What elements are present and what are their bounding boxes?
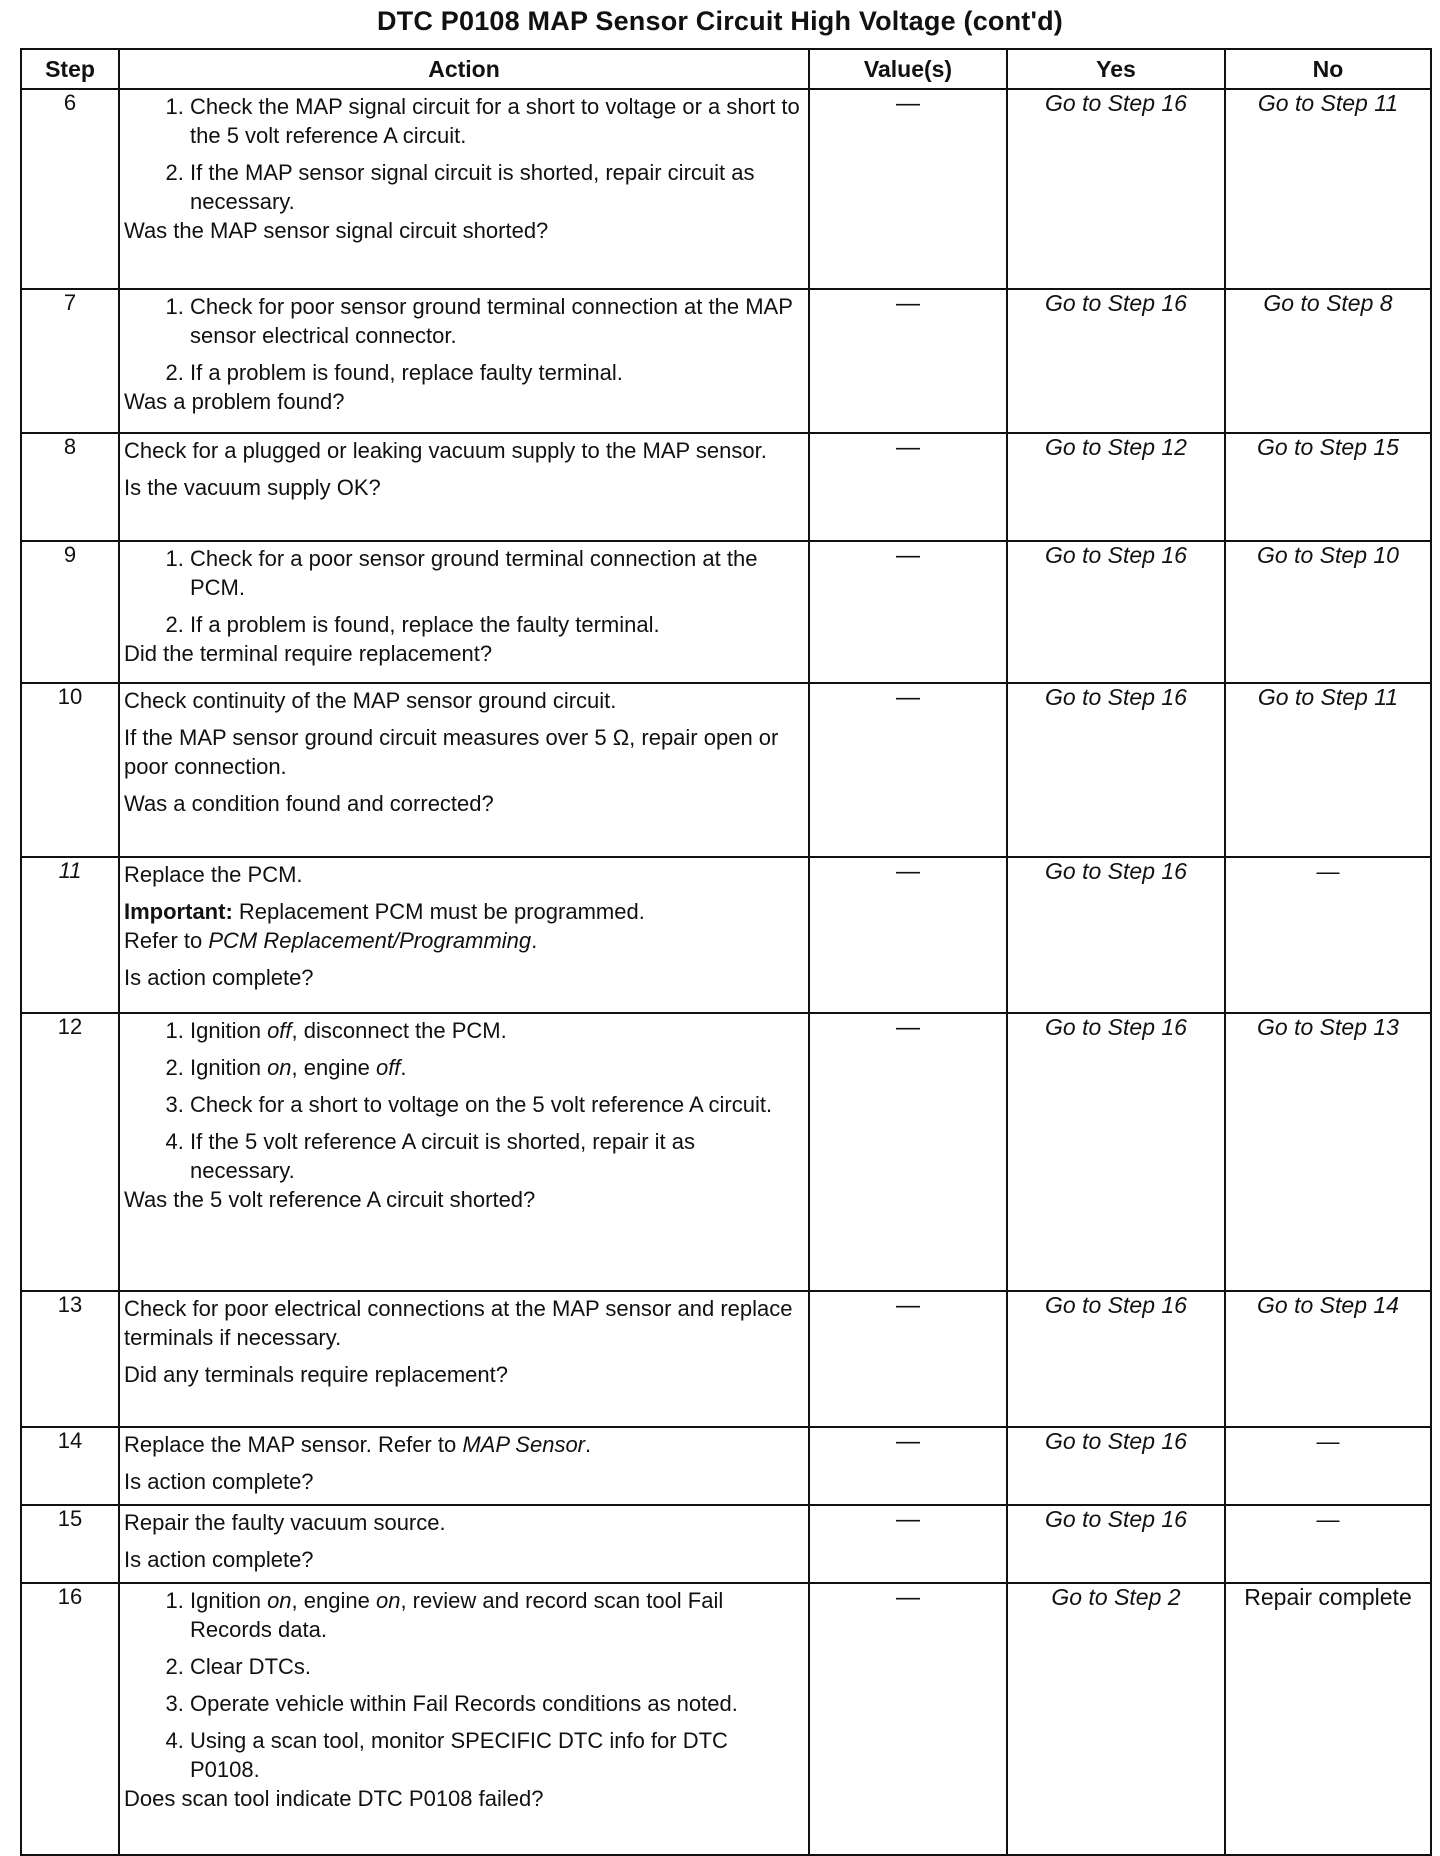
action-question: Was a condition found and corrected? — [124, 791, 494, 816]
no-cell: — — [1225, 1505, 1431, 1583]
yes-cell — [1007, 433, 1225, 541]
table-row — [21, 1427, 1431, 1505]
header-step: Step — [21, 49, 119, 89]
value-cell: — — [809, 89, 1007, 289]
no-link[interactable]: Go to Step 11 — [1257, 90, 1399, 116]
action-text: Check continuity of the MAP sensor ground circuit. — [124, 688, 617, 713]
yes-link[interactable]: Go to Step 16 — [1045, 684, 1187, 710]
action-list — [124, 1586, 802, 1784]
diagnostic-table — [20, 48, 1432, 1856]
no-cell: — — [1225, 857, 1431, 1013]
no-link[interactable]: Go to Step 15 — [1257, 434, 1399, 460]
important-label: Important: — [124, 899, 233, 924]
table-header-row — [21, 49, 1431, 89]
step-number: 16 — [21, 1583, 119, 1855]
yes-link[interactable]: Go to Step 12 — [1045, 434, 1187, 460]
step-number: 12 — [21, 1013, 119, 1291]
yes-cell — [1007, 1291, 1225, 1427]
action-question: Does scan tool indicate DTC P0108 failed? — [124, 1786, 544, 1811]
refer-suffix: . — [531, 928, 538, 953]
no-cell: Repair complete — [1225, 1583, 1431, 1855]
table-row — [21, 1013, 1431, 1291]
step-number: 8 — [21, 433, 119, 541]
value-cell: — — [809, 1013, 1007, 1291]
action-cell — [119, 289, 809, 433]
action-text: Check for a plugged or leaking vacuum supply to the MAP sensor. — [124, 438, 767, 463]
step-number: 6 — [21, 89, 119, 289]
no-link[interactable]: Go to Step 8 — [1263, 290, 1393, 316]
action-cell — [119, 1505, 809, 1583]
no-cell — [1225, 433, 1431, 541]
action-item: 2. Ignition on, engine off. — [190, 1053, 802, 1082]
step-number: 7 — [21, 289, 119, 433]
header-action: Action — [119, 49, 809, 89]
action-cell — [119, 1013, 809, 1291]
action-item: 3. Operate vehicle within Fail Records conditions as noted. — [190, 1689, 802, 1718]
action-question: Is action complete? — [124, 1469, 314, 1494]
action-question: Is the vacuum supply OK? — [124, 475, 381, 500]
no-link[interactable]: Go to Step 14 — [1257, 1292, 1399, 1318]
action-item: 2. If the MAP sensor signal circuit is shorted, repair circuit as necessary. — [190, 158, 802, 216]
table-row — [21, 857, 1431, 1013]
no-cell: — — [1225, 1427, 1431, 1505]
action-item: 3. Check for a short to voltage on the 5 volt reference A circuit. — [190, 1090, 802, 1119]
yes-link[interactable]: Go to Step 16 — [1045, 290, 1187, 316]
action-question: Did any terminals require replacement? — [124, 1362, 508, 1387]
step-number: 13 — [21, 1291, 119, 1427]
table-row — [21, 683, 1431, 857]
no-cell — [1225, 683, 1431, 857]
map-sensor-link[interactable]: MAP Sensor — [462, 1432, 586, 1457]
yes-cell — [1007, 289, 1225, 433]
yes-cell — [1007, 1427, 1225, 1505]
yes-link[interactable]: Go to Step 16 — [1045, 542, 1187, 568]
value-cell: — — [809, 1583, 1007, 1855]
action-item: 1. Check for a poor sensor ground terminal connection at the PCM. — [190, 544, 802, 602]
step-number: 11 — [21, 857, 119, 1013]
step-number: 10 — [21, 683, 119, 857]
no-cell — [1225, 1291, 1431, 1427]
yes-link[interactable]: Go to Step 16 — [1045, 1014, 1187, 1040]
table-row — [21, 289, 1431, 433]
action-cell — [119, 541, 809, 683]
value-cell: — — [809, 857, 1007, 1013]
action-question: Was a problem found? — [124, 389, 345, 414]
action-list — [124, 544, 802, 639]
no-link[interactable]: Go to Step 11 — [1257, 684, 1399, 710]
header-no: No — [1225, 49, 1431, 89]
yes-cell — [1007, 541, 1225, 683]
action-cell — [119, 857, 809, 1013]
yes-link[interactable]: Go to Step 16 — [1045, 1292, 1187, 1318]
table-row — [21, 1583, 1431, 1855]
action-text: Repair the faulty vacuum source. — [124, 1510, 446, 1535]
action-item: 4. If the 5 volt reference A circuit is shorted, repair it as necessary. — [190, 1127, 802, 1185]
action-question: Is action complete? — [124, 1547, 314, 1572]
step-number: 15 — [21, 1505, 119, 1583]
page-title: DTC P0108 MAP Sensor Circuit High Voltage (cont'd) — [376, 6, 1063, 36]
action-cell — [119, 1291, 809, 1427]
value-cell: — — [809, 289, 1007, 433]
action-cell — [119, 1583, 809, 1855]
yes-cell — [1007, 857, 1225, 1013]
action-cell — [119, 89, 809, 289]
action-text: Check for poor electrical connections at the MAP sensor and replace terminals if necessary. — [124, 1296, 793, 1350]
yes-link[interactable]: Go to Step 2 — [1051, 1584, 1181, 1610]
yes-link[interactable]: Go to Step 16 — [1045, 1428, 1187, 1454]
action-question: Was the 5 volt reference A circuit shorted? — [124, 1187, 536, 1212]
value-cell: — — [809, 1291, 1007, 1427]
action-item: 2. If a problem is found, replace the faulty terminal. — [190, 610, 802, 639]
table-row — [21, 89, 1431, 289]
action-item: 1. Check for poor sensor ground terminal connection at the MAP sensor electrical connector. — [190, 292, 802, 350]
no-cell — [1225, 1013, 1431, 1291]
value-cell: — — [809, 1427, 1007, 1505]
table-row — [21, 1291, 1431, 1427]
action-text: Replace the PCM. — [124, 862, 303, 887]
action-question: Is action complete? — [124, 965, 314, 990]
no-link[interactable]: Go to Step 13 — [1257, 1014, 1399, 1040]
no-cell — [1225, 289, 1431, 433]
header-values: Value(s) — [809, 49, 1007, 89]
action-text: If the MAP sensor ground circuit measures over 5 Ω, repair open or poor connection. — [124, 725, 779, 779]
table-row — [21, 541, 1431, 683]
yes-link[interactable]: Go to Step 16 — [1045, 858, 1187, 884]
step-number: 14 — [21, 1427, 119, 1505]
value-cell: — — [809, 683, 1007, 857]
action-item: 1. Ignition off, disconnect the PCM. — [190, 1016, 802, 1045]
action-item: 1. Ignition on, engine on, review and record scan tool Fail Records data. — [190, 1586, 802, 1644]
refer-link[interactable]: PCM Replacement/Programming — [208, 928, 532, 953]
action-question: Was the MAP sensor signal circuit shorted? — [124, 218, 549, 243]
yes-cell — [1007, 1013, 1225, 1291]
no-cell — [1225, 89, 1431, 289]
action-item: 4. Using a scan tool, monitor SPECIFIC DTC info for DTC P0108. — [190, 1726, 802, 1784]
action-text: Replace the MAP sensor. Refer to MAP Sensor. — [124, 1432, 592, 1457]
action-item: 2. Clear DTCs. — [190, 1652, 802, 1681]
yes-cell — [1007, 683, 1225, 857]
action-list — [124, 92, 802, 216]
important-text: Replacement PCM must be programmed. — [232, 899, 645, 924]
value-cell: — — [809, 433, 1007, 541]
yes-link[interactable]: Go to Step 16 — [1045, 90, 1187, 116]
refer-prefix: Refer to — [124, 928, 209, 953]
yes-cell — [1007, 89, 1225, 289]
no-cell — [1225, 541, 1431, 683]
value-cell: — — [809, 541, 1007, 683]
no-link[interactable]: Go to Step 10 — [1257, 542, 1399, 568]
action-list — [124, 292, 802, 387]
action-cell — [119, 433, 809, 541]
header-yes: Yes — [1007, 49, 1225, 89]
action-item: 1. Check the MAP signal circuit for a short to voltage or a short to the 5 volt reference A circuit. — [190, 92, 802, 150]
action-cell — [119, 1427, 809, 1505]
value-cell: — — [809, 1505, 1007, 1583]
action-item: 2. If a problem is found, replace faulty terminal. — [190, 358, 802, 387]
action-cell — [119, 683, 809, 857]
table-row — [21, 433, 1431, 541]
table-row — [21, 1505, 1431, 1583]
action-list — [124, 1016, 802, 1185]
yes-cell — [1007, 1583, 1225, 1855]
important-note — [124, 897, 802, 955]
yes-cell — [1007, 1505, 1225, 1583]
action-question: Did the terminal require replacement? — [124, 641, 493, 666]
yes-link[interactable]: Go to Step 16 — [1045, 1506, 1187, 1532]
step-number: 9 — [21, 541, 119, 683]
